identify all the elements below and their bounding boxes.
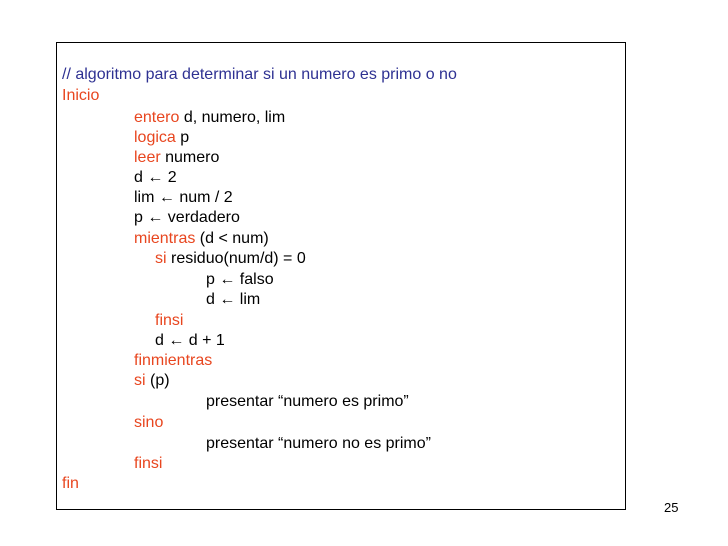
keyword-logica: logica (134, 129, 176, 146)
code-text: d, numero, lim (179, 109, 286, 126)
code-line-entero (134, 108, 285, 128)
code-comment: // algoritmo para determinar si un numero es primo o no (62, 66, 457, 83)
keyword-fin: fin (62, 475, 79, 492)
code-line-assign-d: d ← 2 (134, 169, 177, 186)
code-text: (d < num) (195, 230, 269, 247)
code-line-p-falso: p ← falso (206, 271, 274, 288)
keyword-finmientras: finmientras (134, 352, 213, 369)
code-text: residuo(num/d) = 0 (166, 250, 306, 267)
code-line-si-residuo (155, 249, 306, 269)
keyword-finsi: finsi (155, 312, 184, 329)
keyword-entero: entero (134, 109, 180, 126)
keyword-finsi: finsi (134, 455, 163, 472)
code-line-logica (134, 128, 189, 148)
code-line-mientras (134, 229, 269, 249)
code-text: numero (160, 149, 220, 166)
code-line-presentar-no-primo: presentar “numero no es primo” (206, 435, 431, 452)
code-text: p (175, 129, 190, 146)
keyword-sino: sino (134, 414, 164, 431)
code-line-assign-lim: lim ← num / 2 (134, 189, 233, 206)
code-line-si-p (134, 371, 170, 391)
code-text: (p) (145, 372, 170, 389)
keyword-si: si (155, 250, 167, 267)
code-line-d-lim: d ← lim (206, 291, 261, 308)
keyword-mientras: mientras (134, 230, 196, 247)
keyword-inicio: Inicio (62, 87, 100, 104)
code-line-d-increment: d ← d + 1 (155, 332, 225, 349)
code-line-leer (134, 148, 219, 168)
code-line-presentar-primo: presentar “numero es primo” (206, 393, 409, 410)
keyword-si: si (134, 372, 146, 389)
keyword-leer: leer (134, 149, 161, 166)
code-line-assign-p: p ← verdadero (134, 209, 240, 226)
page-number: 25 (664, 500, 679, 515)
